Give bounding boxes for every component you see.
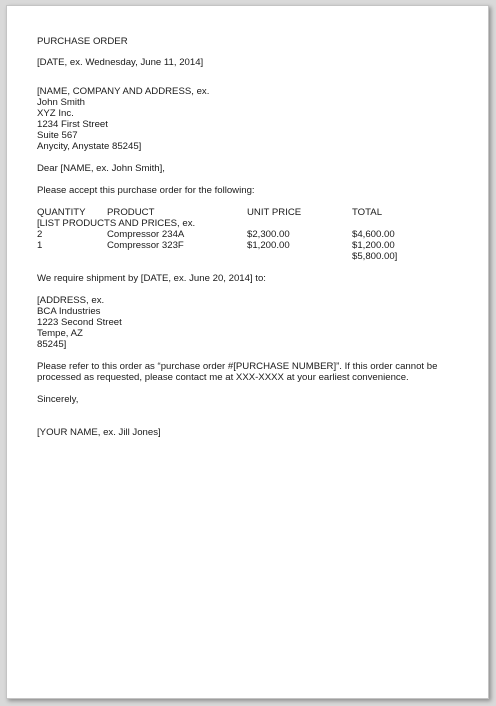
reference-paragraph: Please refer to this order as “purchase order #[PURCHASE NUMBER]”. If this order cannot be processed as requested, please contact me at XXX-XXXX at your earliest convenience. [37,361,438,383]
quantity-cell: 1 [37,240,43,251]
ship-address-line: 1223 Second Street [37,317,122,328]
column-header-unit-price: UNIT PRICE [247,207,302,218]
document-page [6,5,489,699]
recipient-line: 1234 First Street [37,119,108,130]
quantity-cell: 2 [37,229,43,240]
ship-address-line: 85245] [37,339,67,350]
recipient-line: XYZ Inc. [37,108,74,119]
table-row [37,240,477,251]
recipient-line: [NAME, COMPANY AND ADDRESS, ex. [37,86,210,97]
ship-address-line: BCA Industries [37,306,101,317]
ship-address-line: Tempe, AZ [37,328,83,339]
grand-total: $5,800.00] [352,251,398,262]
date-line: [DATE, ex. Wednesday, June 11, 2014] [37,57,204,68]
column-header-product: PRODUCT [107,207,155,218]
product-cell: Compressor 323F [107,240,184,251]
recipient-line: Anycity, Anystate 85245] [37,141,142,152]
order-table [37,207,477,262]
table-row [37,229,477,240]
shipment-request: We require shipment by [DATE, ex. June 20, 2014] to: [37,273,266,284]
document-title: PURCHASE ORDER [37,36,128,47]
shipping-address [37,295,477,350]
closing: Sincerely, [37,394,79,405]
grand-total-row [37,251,477,262]
recipient-address [37,86,477,152]
purchase-order-letter [37,36,477,438]
unit-price-cell: $1,200.00 [247,240,290,251]
total-cell: $4,600.00 [352,229,395,240]
product-cell: Compressor 234A [107,229,185,240]
recipient-line: John Smith [37,97,85,108]
signature: [YOUR NAME, ex. Jill Jones] [37,427,161,438]
intro-text: Please accept this purchase order for the following: [37,185,255,196]
column-header-total: TOTAL [352,207,383,218]
salutation: Dear [NAME, ex. John Smith], [37,163,165,174]
table-header-row [37,207,477,218]
column-header-quantity: QUANTITY [37,207,86,218]
total-cell: $1,200.00 [352,240,395,251]
table-note: [LIST PRODUCTS AND PRICES, ex. [37,218,196,229]
recipient-line: Suite 567 [37,130,78,141]
unit-price-cell: $2,300.00 [247,229,290,240]
ship-address-line: [ADDRESS, ex. [37,295,105,306]
